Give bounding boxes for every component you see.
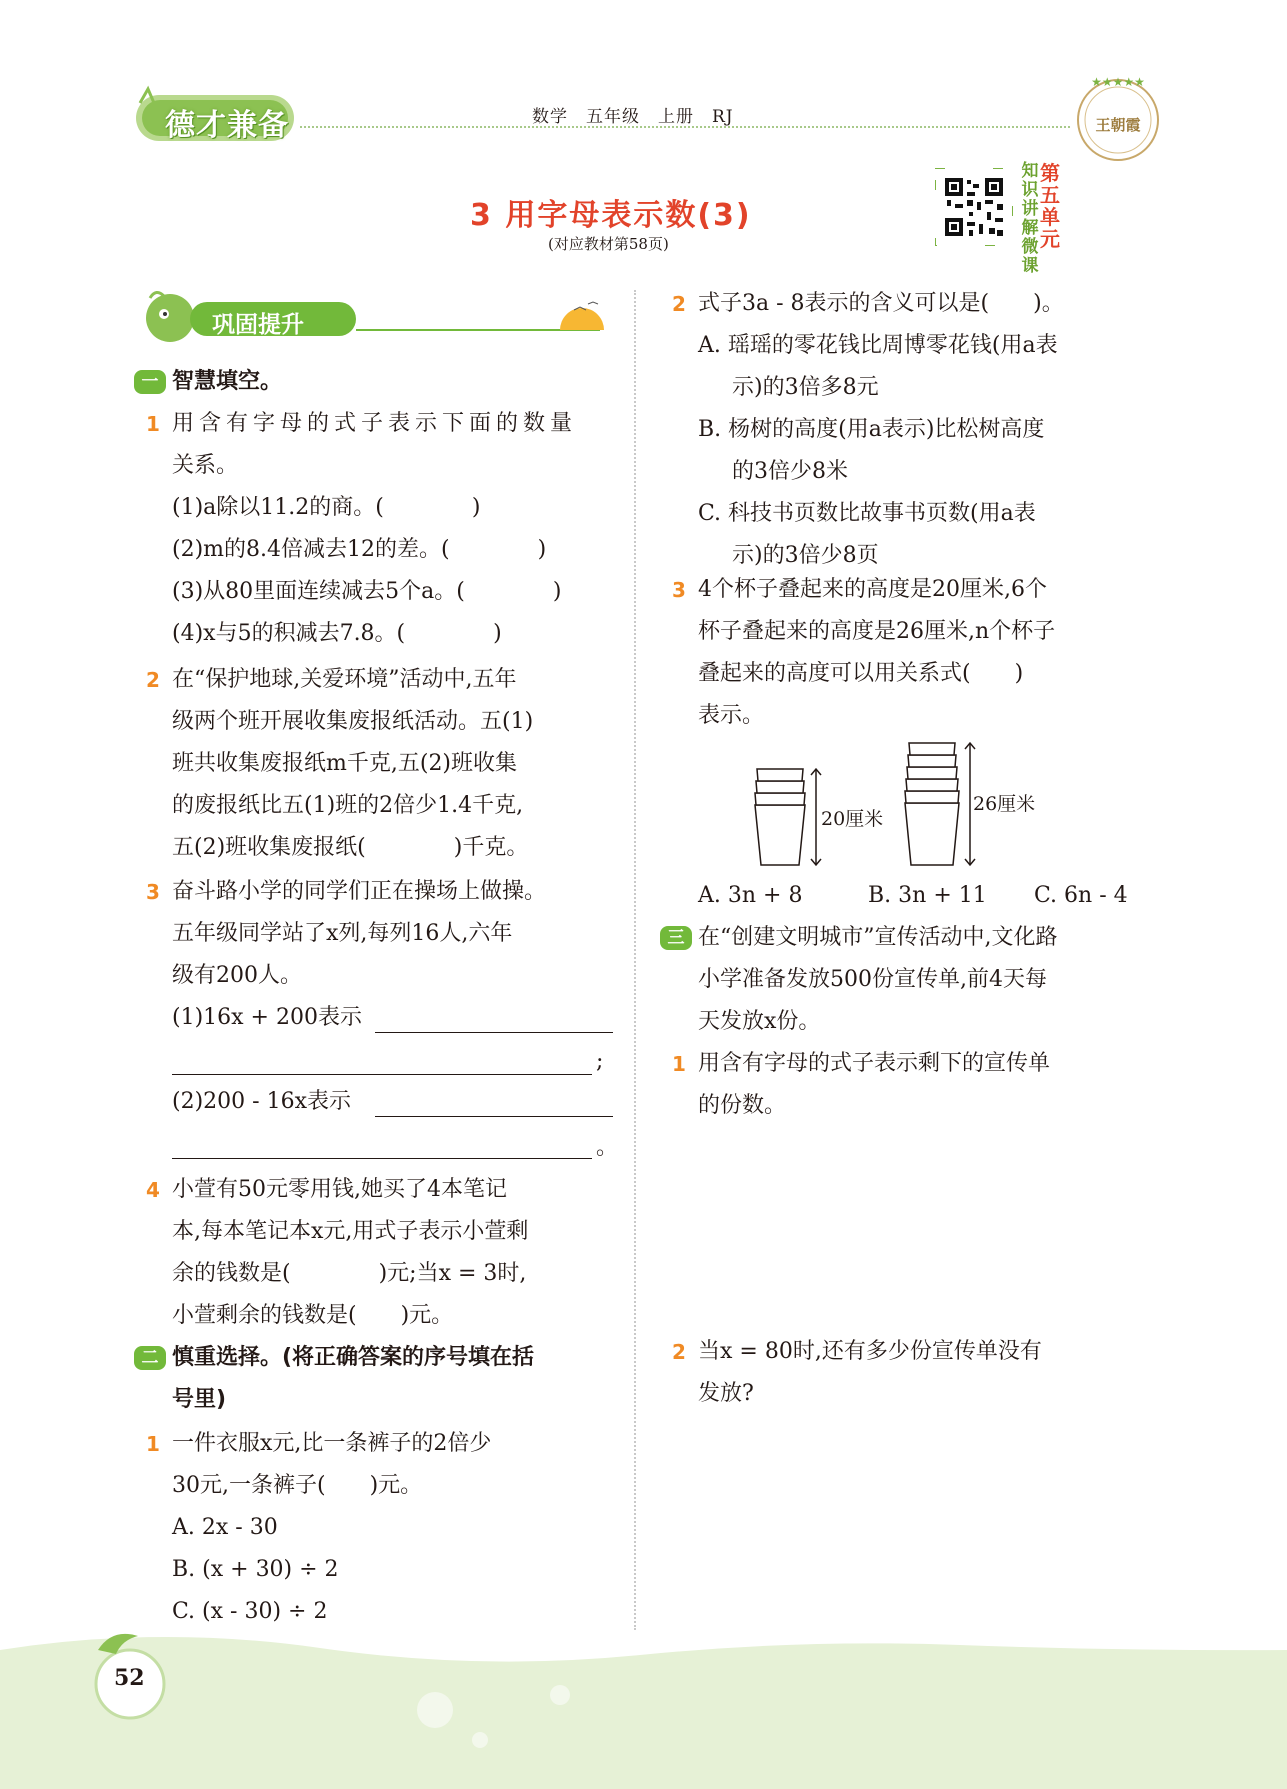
question-text: 表示。 xyxy=(698,703,765,728)
side-label-left xyxy=(1020,162,1040,276)
section-badge-1: 一 xyxy=(134,370,166,394)
question-text: 30元,一条裤子( )元。 xyxy=(172,1473,423,1498)
cup-height-label: 26厘米 xyxy=(973,793,1036,815)
answer-line[interactable] xyxy=(172,1074,592,1075)
side-char: 单 xyxy=(1040,205,1060,229)
banner-title: 巩固提升 xyxy=(212,312,304,338)
question-text: 余的钱数是( )元;当x = 3时, xyxy=(172,1261,527,1286)
choice-option: 的3倍少8米 xyxy=(732,459,848,484)
brand-logo-text: 德才兼备 xyxy=(165,108,289,143)
question-number: 4 xyxy=(146,1178,160,1202)
question-text: 一件衣服x元,比一条裤子的2倍少 xyxy=(172,1431,492,1456)
question-text: 小萱有50元零用钱,她买了4本笔记 xyxy=(172,1177,507,1202)
question-number: 1 xyxy=(672,1052,686,1076)
question-text: 小萱剩余的钱数是( )元。 xyxy=(172,1303,454,1328)
subject-label: 数学 五年级 上册 RJ xyxy=(532,107,734,127)
side-char: 第 xyxy=(1040,161,1060,185)
section-badge-3: 三 xyxy=(660,926,692,950)
question-number: 2 xyxy=(672,1340,686,1364)
stacked-cups-illustration xyxy=(750,735,1000,870)
choice-option: A. 瑶瑶的零花钱比周博零花钱(用a表 xyxy=(698,333,1058,358)
section-banner xyxy=(130,288,610,344)
fill-item: (1)a除以11.2的商。( ) xyxy=(172,495,481,520)
question-text: 关系。 xyxy=(172,453,239,478)
question-text: 当x = 80时,还有多少份宣传单没有 xyxy=(698,1339,1042,1364)
question-text: 在“保护地球,关爱环境”活动中,五年 xyxy=(172,667,517,692)
punctuation: ; xyxy=(596,1049,604,1074)
question-text: 式子3a - 8表示的含义可以是( )。 xyxy=(698,291,1064,316)
side-char: 课 xyxy=(1021,256,1039,276)
question-text: 本,每本笔记本x元,用式子表示小萱剩 xyxy=(172,1219,529,1244)
question-text: 杯子叠起来的高度是26厘米,n个杯子 xyxy=(698,619,1056,644)
question-text: 五(2)班收集废报纸( )千克。 xyxy=(172,835,529,860)
question-text: 用含有字母的式子表示剩下的宣传单 xyxy=(698,1051,1051,1076)
question-text: 的废报纸比五(1)班的2倍少1.4千克, xyxy=(172,793,524,818)
section-heading-2: 慎重选择。(将正确答案的序号填在括 xyxy=(172,1345,535,1370)
answer-line[interactable] xyxy=(172,1158,592,1159)
side-char: 元 xyxy=(1040,227,1060,251)
choice-option: C. 6n - 4 xyxy=(1034,883,1128,908)
section-heading-2: 号里) xyxy=(172,1387,227,1412)
fill-item: (2)m的8.4倍减去12的差。( ) xyxy=(172,537,547,562)
side-label-right xyxy=(1040,162,1060,250)
answer-line[interactable] xyxy=(375,1032,613,1033)
page-number: 52 xyxy=(114,1665,145,1691)
choice-option: A. 2x - 30 xyxy=(172,1515,278,1540)
question-number: 1 xyxy=(146,1432,160,1456)
question-number: 3 xyxy=(146,880,160,904)
question-text: 叠起来的高度可以用关系式( ) xyxy=(698,661,1024,686)
fill-item: (3)从80里面连续减去5个a。( ) xyxy=(172,579,562,604)
question-text: 五年级同学站了x列,每列16人,六年 xyxy=(172,921,513,946)
cup-height-label: 20厘米 xyxy=(821,808,884,830)
section-text: 天发放x份。 xyxy=(698,1009,821,1034)
page-subtitle: (对应教材第58页) xyxy=(548,235,669,253)
fill-item: (4)x与5的积减去7.8。( ) xyxy=(172,621,502,646)
choice-option: A. 3n + 8 xyxy=(698,883,803,908)
question-text: 班共收集废报纸m千克,五(2)班收集 xyxy=(172,751,518,776)
column-divider xyxy=(634,290,636,1630)
bottom-wave-decoration xyxy=(0,1620,1287,1789)
question-number: 3 xyxy=(672,578,686,602)
side-char: 知 xyxy=(1021,161,1039,181)
page-title: 3 用字母表示数(3) xyxy=(470,198,752,233)
punctuation: 。 xyxy=(596,1135,619,1160)
svg-text:王朝霞: 王朝霞 xyxy=(1095,116,1141,134)
question-text: 级有200人。 xyxy=(172,963,302,988)
side-char: 识 xyxy=(1021,180,1039,200)
answer-line[interactable] xyxy=(375,1116,613,1117)
side-char: 五 xyxy=(1040,183,1060,207)
question-number: 2 xyxy=(672,292,686,316)
choice-option: C. 科技书页数比故事书页数(用a表 xyxy=(698,501,1036,526)
question-text: 发放? xyxy=(698,1381,754,1406)
section-heading-1: 智慧填空。 xyxy=(172,369,283,394)
side-char: 微 xyxy=(1021,237,1039,257)
question-number: 2 xyxy=(146,668,160,692)
answer-prompt: (1)16x + 200表示 xyxy=(172,1005,362,1030)
choice-option: B. (x + 30) ÷ 2 xyxy=(172,1557,339,1582)
section-badge-2: 二 xyxy=(134,1346,166,1370)
choice-option: C. (x - 30) ÷ 2 xyxy=(172,1599,328,1624)
question-number: 1 xyxy=(146,412,160,436)
question-text: 奋斗路小学的同学们正在操场上做操。 xyxy=(172,879,547,904)
section-text: 在“创建文明城市”宣传活动中,文化路 xyxy=(698,925,1058,950)
section-text: 小学准备发放500份宣传单,前4天每 xyxy=(698,967,1047,992)
question-text: 4个杯子叠起来的高度是20厘米,6个 xyxy=(698,577,1047,602)
choice-option: 示)的3倍少8页 xyxy=(732,543,879,568)
choice-option: 示)的3倍多8元 xyxy=(732,375,879,400)
question-text: 级两个班开展收集废报纸活动。五(1) xyxy=(172,709,534,734)
question-text: 的份数。 xyxy=(698,1093,787,1118)
side-char: 解 xyxy=(1021,218,1039,238)
side-char: 讲 xyxy=(1021,199,1039,219)
answer-prompt: (2)200 - 16x表示 xyxy=(172,1089,351,1114)
choice-option: B. 3n + 11 xyxy=(868,883,987,908)
qr-code-icon[interactable] xyxy=(935,168,1013,246)
svg-text:★★★★★: ★★★★★ xyxy=(1091,75,1145,89)
brand-seal-icon xyxy=(1072,70,1164,162)
choice-option: B. 杨树的高度(用a表示)比松树高度 xyxy=(698,417,1045,442)
question-text: 用含有字母的式子表示下面的数量 xyxy=(172,411,578,436)
